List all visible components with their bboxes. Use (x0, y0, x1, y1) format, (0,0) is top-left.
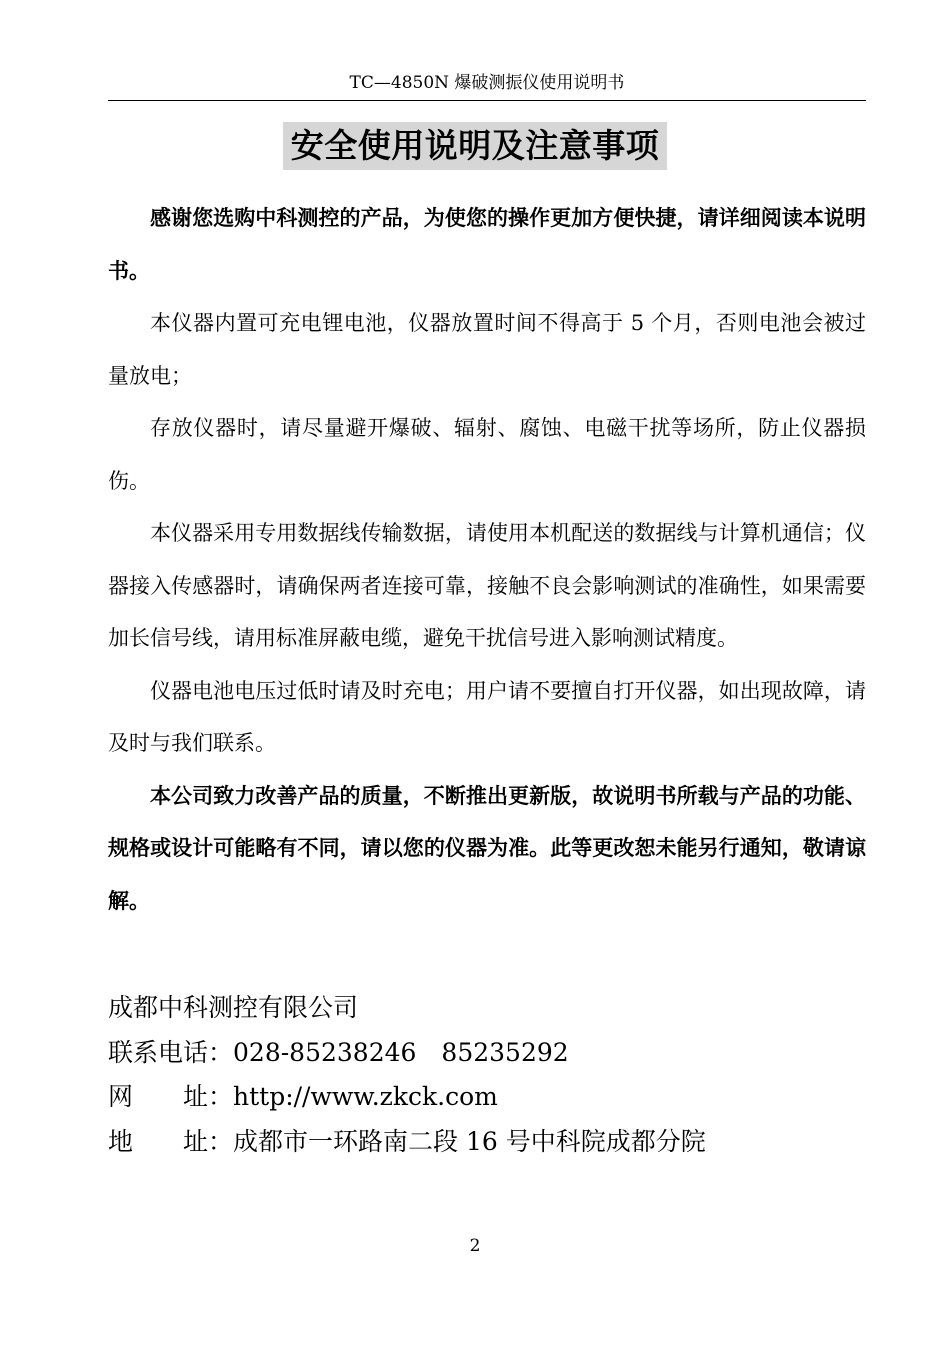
paragraph-battery: 本仪器内置可充电锂电池，仪器放置时间不得高于 5 个月，否则电池会被过量放电； (108, 311, 866, 388)
address-row (108, 1120, 866, 1165)
company-name: 成都中科测控有限公司 (108, 993, 359, 1022)
website-label: 网 址： (108, 1082, 234, 1111)
website-row (108, 1075, 866, 1120)
paragraph-data-cable: 本仪器采用专用数据线传输数据，请使用本机配送的数据线与计算机通信；仪器接入传感器时，请确保两者连接可靠，接触不良会影响测试的准确性，如果需要加长信号线，请用标准屏蔽电缆，避免干扰信号进入影响测试精度。 (108, 521, 866, 650)
paragraph-charging: 仪器电池电压过低时请及时充电；用户请不要擅自打开仪器，如出现故障，请及时与我们联系。 (108, 678, 866, 755)
website-link[interactable]: http://www.zkck.com (233, 1082, 498, 1111)
phone-row (108, 1031, 866, 1076)
phone-value: 028-85238246 85235292 (233, 1037, 569, 1067)
contact-block (108, 986, 866, 1164)
phone-label: 联系电话： (108, 1037, 234, 1067)
header-title: TC—4850N 爆破测振仪使用说明书 (349, 73, 625, 93)
notice-body (108, 192, 866, 927)
paragraph-thanks: 感谢您选购中科测控的产品，为使您的操作更加方便快捷，请详细阅读本说明书。 (108, 206, 866, 283)
page-number: 2 (469, 1236, 481, 1256)
address-value: 成都市一环路南二段 16 号中科院成都分院 (233, 1126, 706, 1156)
section-title: 安全使用说明及注意事项 (283, 122, 668, 170)
paragraph-storage: 存放仪器时，请尽量避开爆破、辐射、腐蚀、电磁干扰等场所，防止仪器损伤。 (108, 416, 866, 493)
address-label: 地 址： (108, 1126, 234, 1156)
document-header (108, 70, 866, 101)
paragraph-disclaimer: 本公司致力改善产品的质量，不断推出更新版，故说明书所载与产品的功能、规格或设计可能略有不同，请以您的仪器为准。此等更改恕未能另行通知，敬请谅解。 (108, 783, 866, 913)
section-title-wrap (0, 122, 950, 170)
